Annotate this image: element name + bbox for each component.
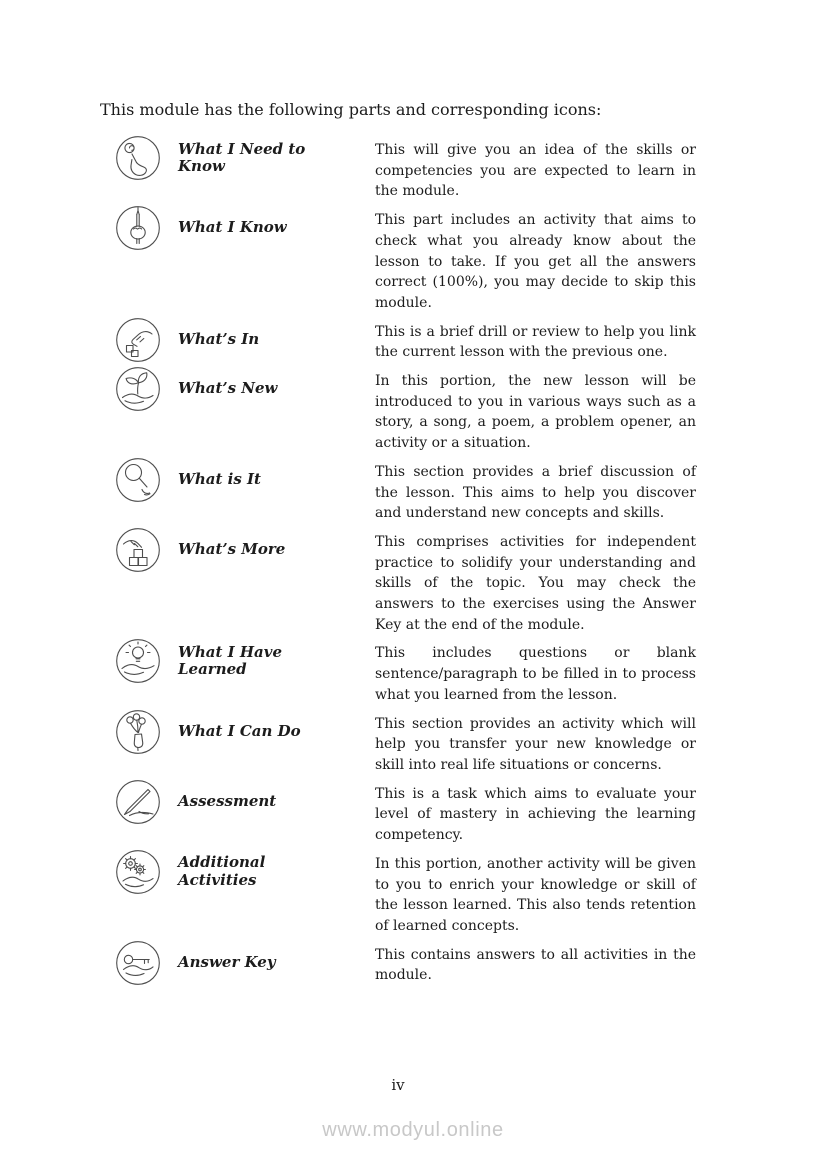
module-part-label: What’s In xyxy=(178,329,260,348)
module-part-row xyxy=(100,210,696,314)
module-part-description: This is a task which aims to evaluate your level of mastery in achieving the learning competency. xyxy=(375,785,696,844)
hand-holding-key-icon xyxy=(100,940,178,986)
module-part-row xyxy=(100,854,696,937)
intro-text: This module has the following parts and corresponding icons: xyxy=(100,100,602,119)
module-part-label: Assessment xyxy=(178,791,277,810)
module-part-description: This includes questions or blank sentence/paragraph to be filled in to process what you learned from the lesson. xyxy=(375,645,696,703)
module-part-row xyxy=(100,140,696,202)
module-part-row xyxy=(100,945,696,986)
module-part-description: In this portion, the new lesson will be introduced to you in various ways such as a story, a song, a poem, a problem opener, an activity or a situation. xyxy=(375,373,696,452)
module-part-label: What I Need to Know xyxy=(178,139,306,175)
hand-holding-pencil-icon xyxy=(100,205,178,251)
module-part-row xyxy=(100,371,696,454)
module-part-description: This will give you an idea of the skills or competencies you are expected to learn in the module. xyxy=(375,142,696,200)
hand-with-gears-icon xyxy=(100,849,178,895)
module-part-description: This is a brief drill or review to help you link the current lesson with the previous one. xyxy=(375,323,696,361)
module-part-row xyxy=(100,643,696,705)
hand-with-magnifying-glass-icon xyxy=(100,457,178,503)
module-part-row xyxy=(100,714,696,776)
module-part-label: What is It xyxy=(178,470,261,489)
hand-with-sprout-icon xyxy=(100,366,178,412)
module-part-label: What’s New xyxy=(178,379,278,398)
hand-holding-flowers-icon xyxy=(100,709,178,755)
module-part-label: What I Can Do xyxy=(178,721,301,740)
module-part-description: This part includes an activity that aims to check what you already know about the lesson to take. If you get all the answers correct (100%), you may decide to skip this module. xyxy=(375,212,696,311)
module-part-row xyxy=(100,462,696,524)
watermark: www.modyul.online xyxy=(322,1119,504,1141)
hand-with-lightbulb-icon xyxy=(100,638,178,684)
module-part-label: What’s More xyxy=(178,540,286,559)
module-part-description: This section provides an activity which will help you transfer your new knowledge or skill into real life situations or concerns. xyxy=(375,715,696,773)
module-part-description: This section provides a brief discussion of the lesson. This aims to help you discover and understand new concepts and skills. xyxy=(375,463,696,522)
module-part-label: What I Know xyxy=(178,218,287,237)
module-part-label: What I Have Learned xyxy=(178,642,283,679)
module-part-description: This comprises activities for independent practice to solidify your understanding and skills of the topic. You may check the answers to the exercises using the Answer Key at the end of the module. xyxy=(375,533,696,633)
hand-with-blocks-icon xyxy=(100,317,178,363)
hand-writing-pen-icon xyxy=(100,779,178,825)
module-part-label: Answer Key xyxy=(178,952,276,971)
hand-stacking-blocks-icon xyxy=(100,527,178,573)
module-part-row xyxy=(100,532,696,636)
module-part-row xyxy=(100,322,696,363)
module-part-row xyxy=(100,784,696,846)
module-part-description: In this portion, another activity will be given to you to enrich your knowledge or skill of the lesson learned. This also tends retention of learned concepts. xyxy=(375,855,696,934)
page-number: iv xyxy=(391,1076,405,1094)
module-part-description: This contains answers to all activities in the module. xyxy=(375,946,696,984)
module-part-label: Additional Activities xyxy=(178,853,266,889)
hand-pressing-button-icon xyxy=(100,135,178,181)
